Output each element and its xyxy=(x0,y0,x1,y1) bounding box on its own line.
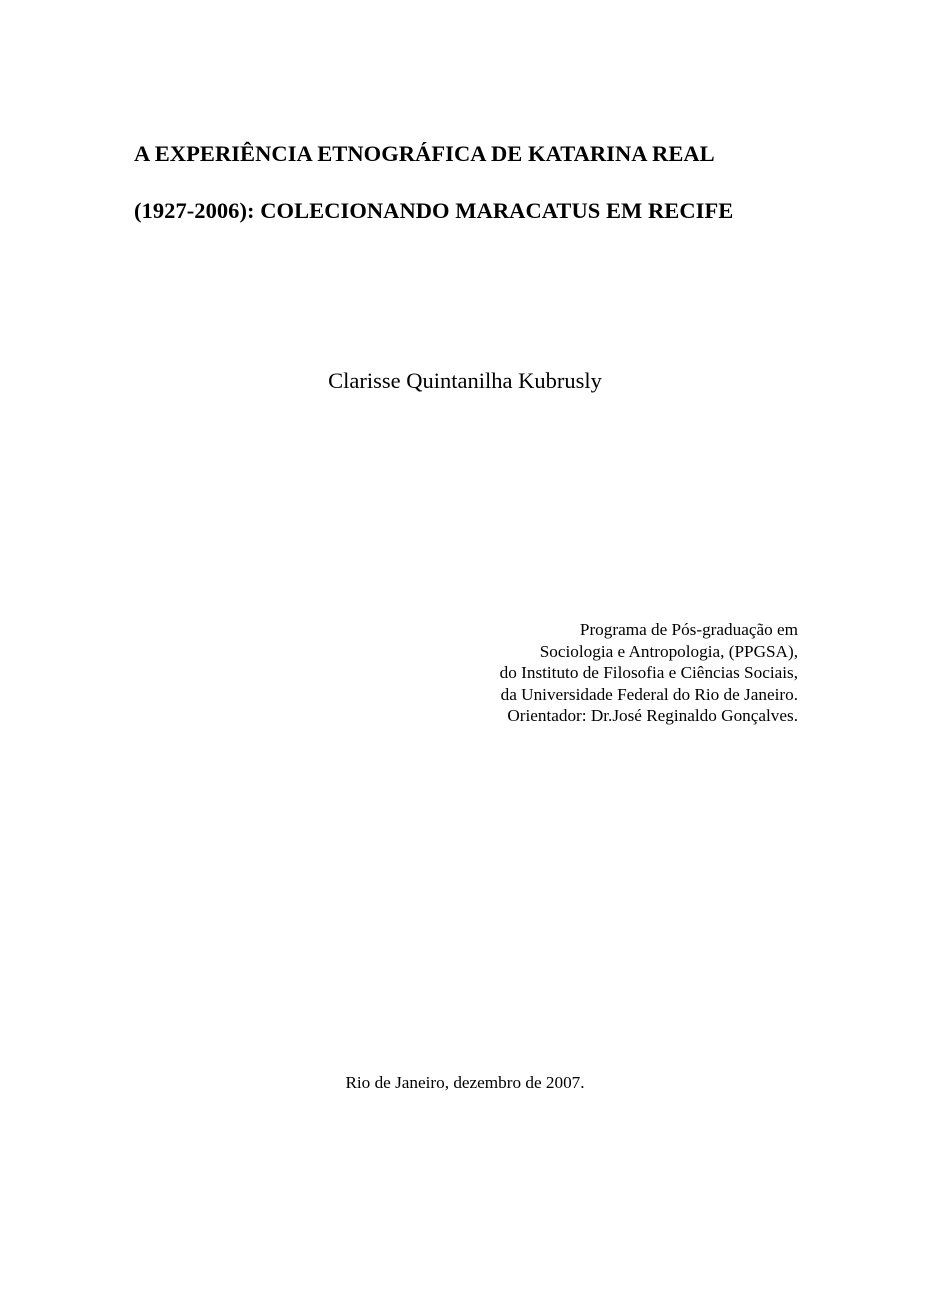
program-line-1: Programa de Pós-graduação em xyxy=(579,620,798,639)
advisor-line: Orientador: Dr.José Reginaldo Gonçalves. xyxy=(507,706,798,726)
program-line-4: da Universidade Federal do Rio de Janeiro. xyxy=(500,684,798,704)
title-line-2: (1927-2006): COLECIONANDO MARACATUS EM RECIFE xyxy=(134,198,734,223)
program-line-2: Sociologia e Antropologia, (PPGSA), xyxy=(539,641,798,661)
place-and-date: Rio de Janeiro, dezembro de 2007. xyxy=(345,1073,585,1092)
program-block xyxy=(500,619,798,727)
author-name: Clarisse Quintanilha Kubrusly xyxy=(328,368,602,393)
title-line-1: A EXPERIÊNCIA ETNOGRÁFICA DE KATARINA REAL xyxy=(134,141,715,166)
program-line-3: do Instituto de Filosofia e Ciências Sociais, xyxy=(499,663,798,683)
